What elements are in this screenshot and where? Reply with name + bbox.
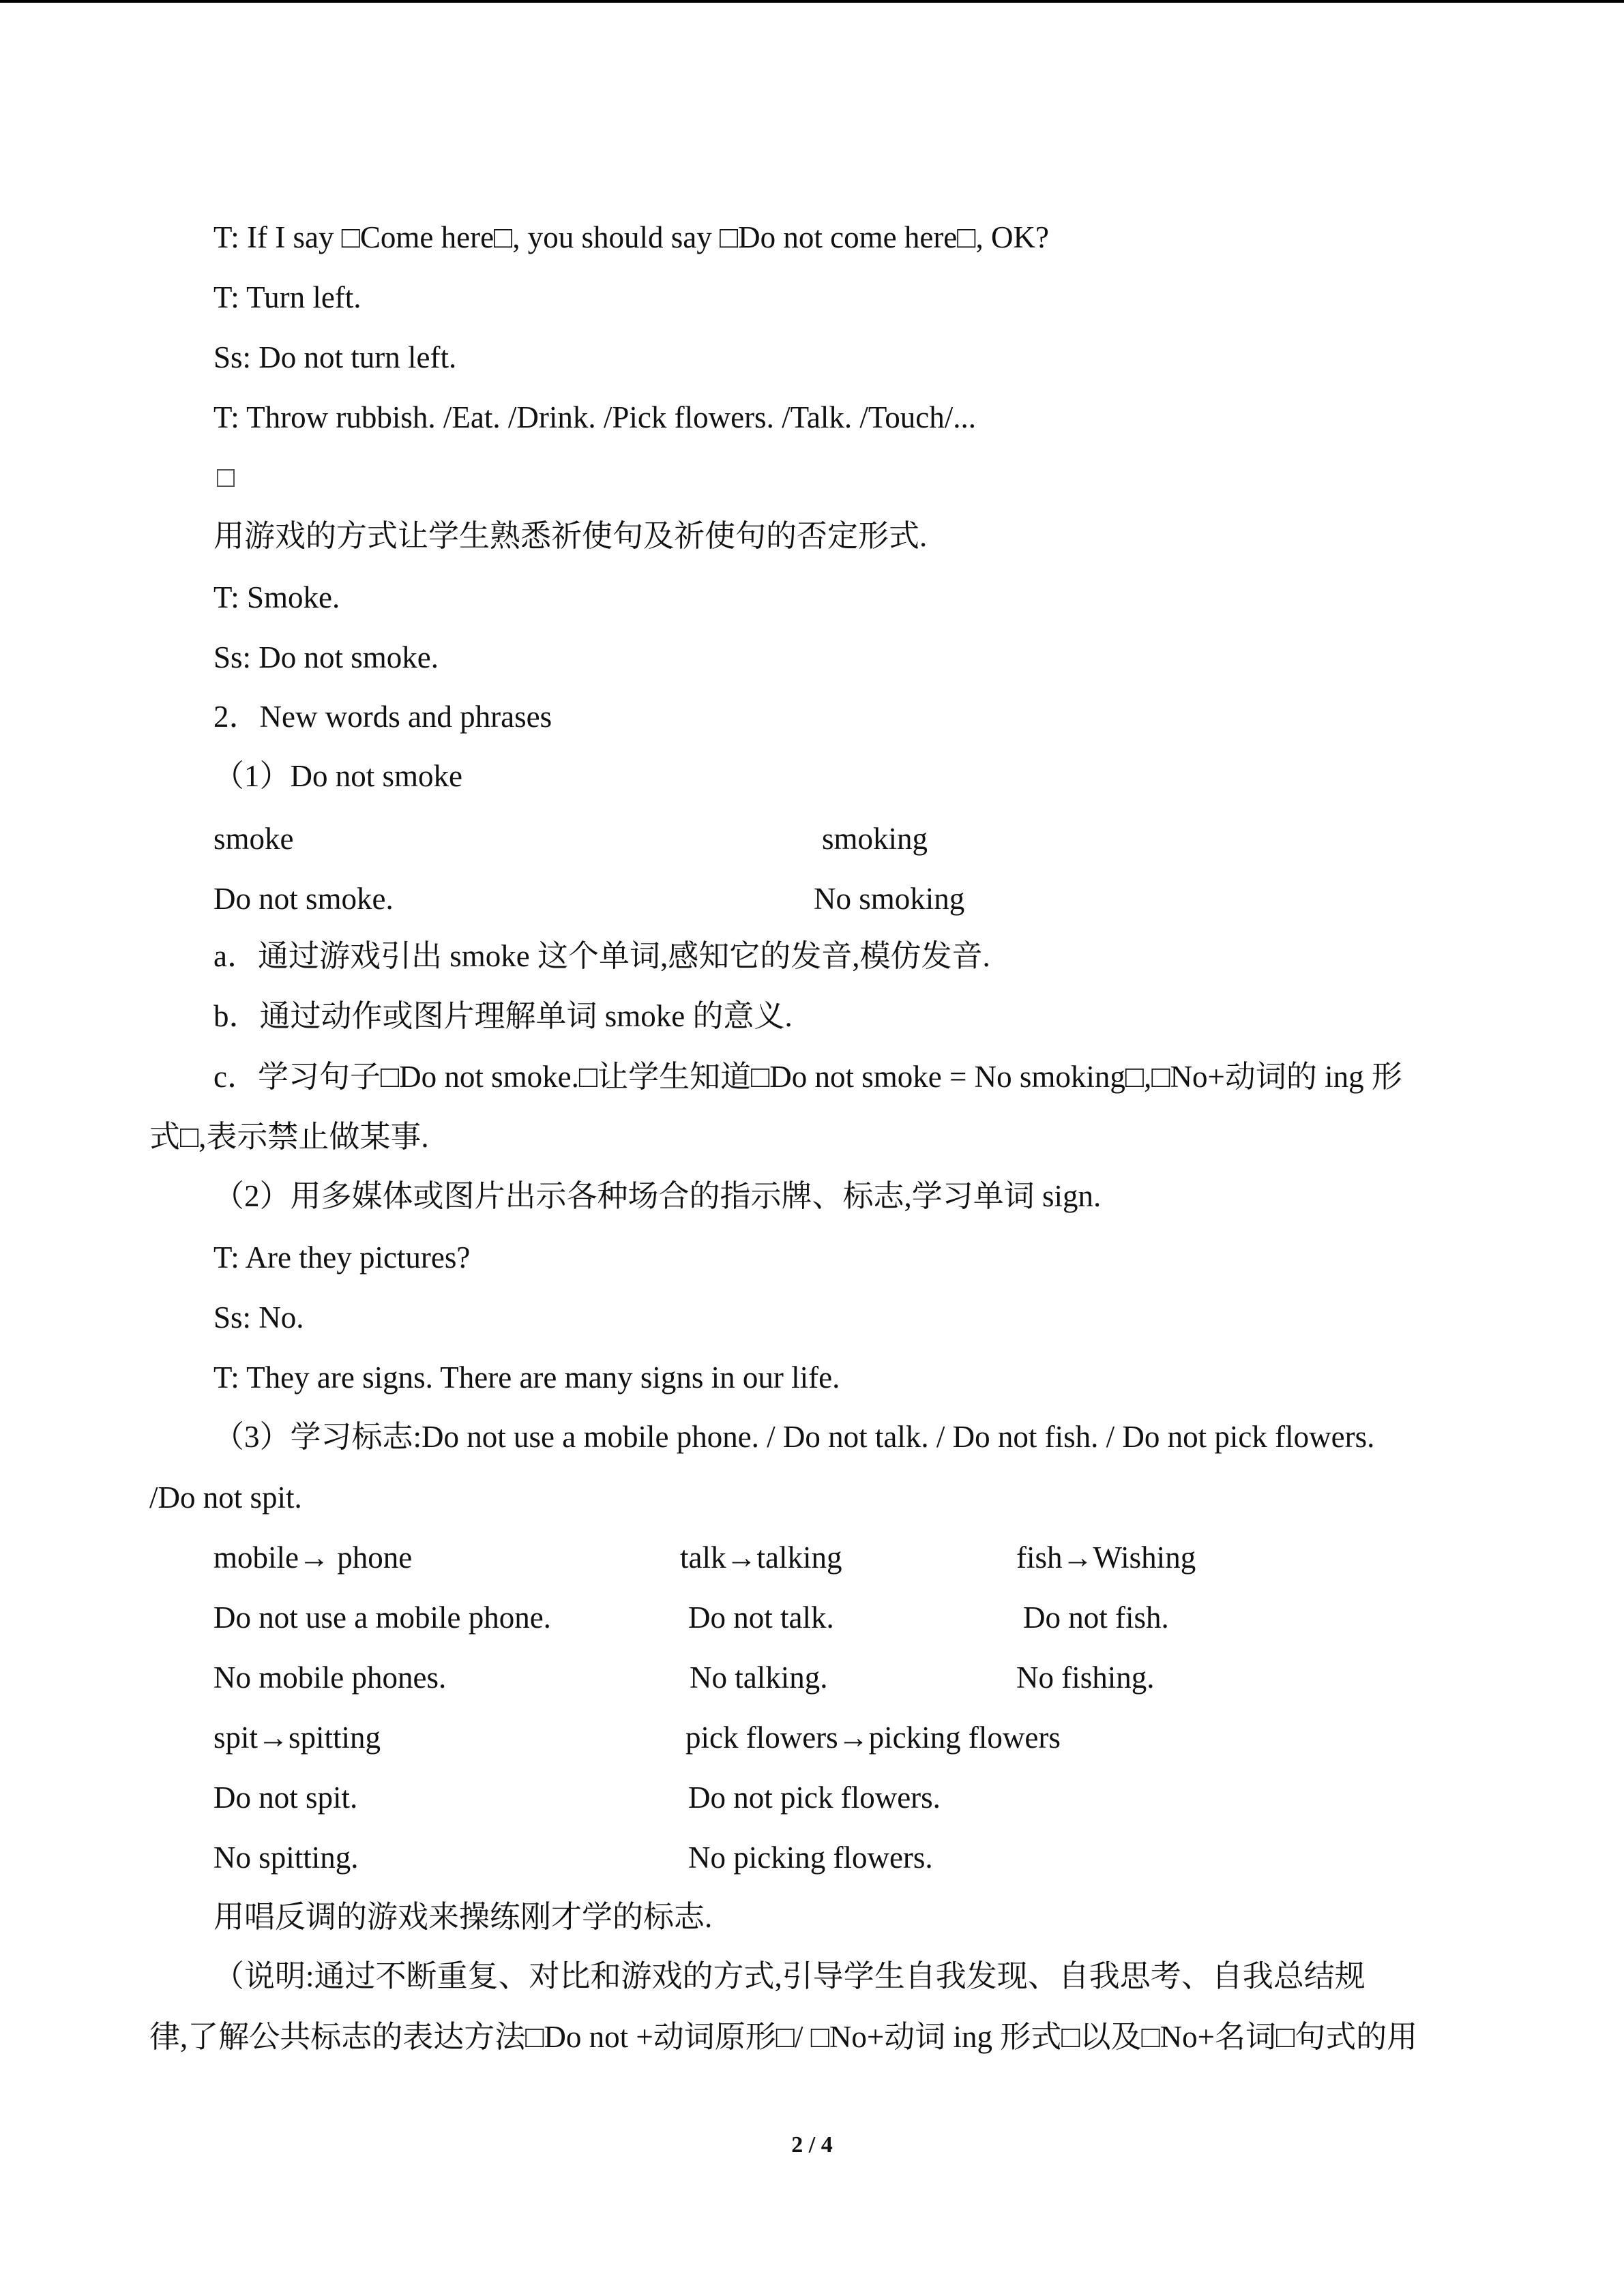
subsection-heading: （3）学习标志:Do not use a mobile phone. / Do not talk. / Do not fish. / Do not pick flowers.	[213, 1420, 1375, 1454]
dialog-line: T: Smoke.	[213, 580, 340, 614]
step-line: b．通过动作或图片理解单词 smoke 的意义.	[213, 999, 793, 1033]
dialog-line: T: They are signs. There are many signs in our life.	[213, 1360, 840, 1395]
note-line: （说明:通过不断重复、对比和游戏的方式,引导学生自我发现、自我思考、自我总结规	[213, 1959, 1365, 1993]
dialog-line: T: Turn left.	[213, 280, 361, 314]
sign-cell: No fishing.	[1016, 1660, 1155, 1695]
note-line: 用游戏的方式让学生熟悉祈使句及祈使句的否定形式.	[213, 519, 928, 553]
word-cell: Do not smoke.	[213, 882, 394, 916]
sign-cell: No spitting.	[213, 1840, 359, 1875]
sign-cell: spit→spitting	[213, 1720, 381, 1755]
sign-cell: No talking.	[690, 1660, 828, 1695]
section-heading: 2．New words and phrases	[213, 700, 552, 734]
dialog-line: Ss: Do not turn left.	[213, 340, 457, 374]
word-cell: No smoking	[814, 882, 965, 916]
sign-cell: mobile→ phone	[213, 1540, 413, 1575]
sign-cell: Do not spit.	[213, 1780, 358, 1815]
sign-cell: No picking flowers.	[688, 1840, 933, 1875]
step-line-cont: 式□,表示禁止做某事.	[149, 1120, 429, 1154]
sign-cell: pick flowers→picking flowers	[685, 1720, 1061, 1755]
word-cell: smoking	[822, 822, 928, 856]
sign-cell: fish→Wishing	[1016, 1540, 1196, 1575]
sign-cell: Do not use a mobile phone.	[213, 1600, 551, 1635]
sign-cell: Do not fish.	[1023, 1600, 1169, 1635]
page-number: 2 / 4	[791, 2132, 833, 2158]
step-line: a．通过游戏引出 smoke 这个单词,感知它的发音,模仿发音.	[213, 939, 990, 973]
word-cell: smoke	[213, 822, 294, 856]
dialog-line: T: If I say □Come here□, you should say □Do not come here□, OK?	[213, 220, 1049, 254]
note-line: 用唱反调的游戏来操练刚才学的标志.	[213, 1900, 713, 1934]
subsection-heading: （2）用多媒体或图片出示各种场合的指示牌、标志,学习单词 sign.	[213, 1179, 1102, 1213]
dialog-line: T: Are they pictures?	[213, 1240, 471, 1274]
missing-glyph-box	[217, 469, 235, 487]
sign-cell: Do not pick flowers.	[688, 1780, 941, 1815]
step-line: c．学习句子□Do not smoke.□让学生知道□Do not smoke = No smoking□,□No+动词的 ing 形	[213, 1060, 1402, 1094]
dialog-line: Ss: No.	[213, 1300, 304, 1335]
subsection-heading: （1）Do not smoke	[213, 759, 462, 793]
dialog-line: Ss: Do not smoke.	[213, 640, 439, 674]
note-line-cont: 律,了解公共标志的表达方法□Do not +动词原形□/ □No+动词 ing 形式□以及□No+名词□句式的用	[149, 2020, 1418, 2054]
sign-cell: Do not talk.	[688, 1600, 834, 1635]
sign-cell: No mobile phones.	[213, 1660, 447, 1695]
dialog-line: T: Throw rubbish. /Eat. /Drink. /Pick flowers. /Talk. /Touch/...	[213, 400, 976, 434]
sign-cell: talk→talking	[680, 1540, 842, 1575]
subsection-heading-cont: /Do not spit.	[149, 1480, 302, 1515]
